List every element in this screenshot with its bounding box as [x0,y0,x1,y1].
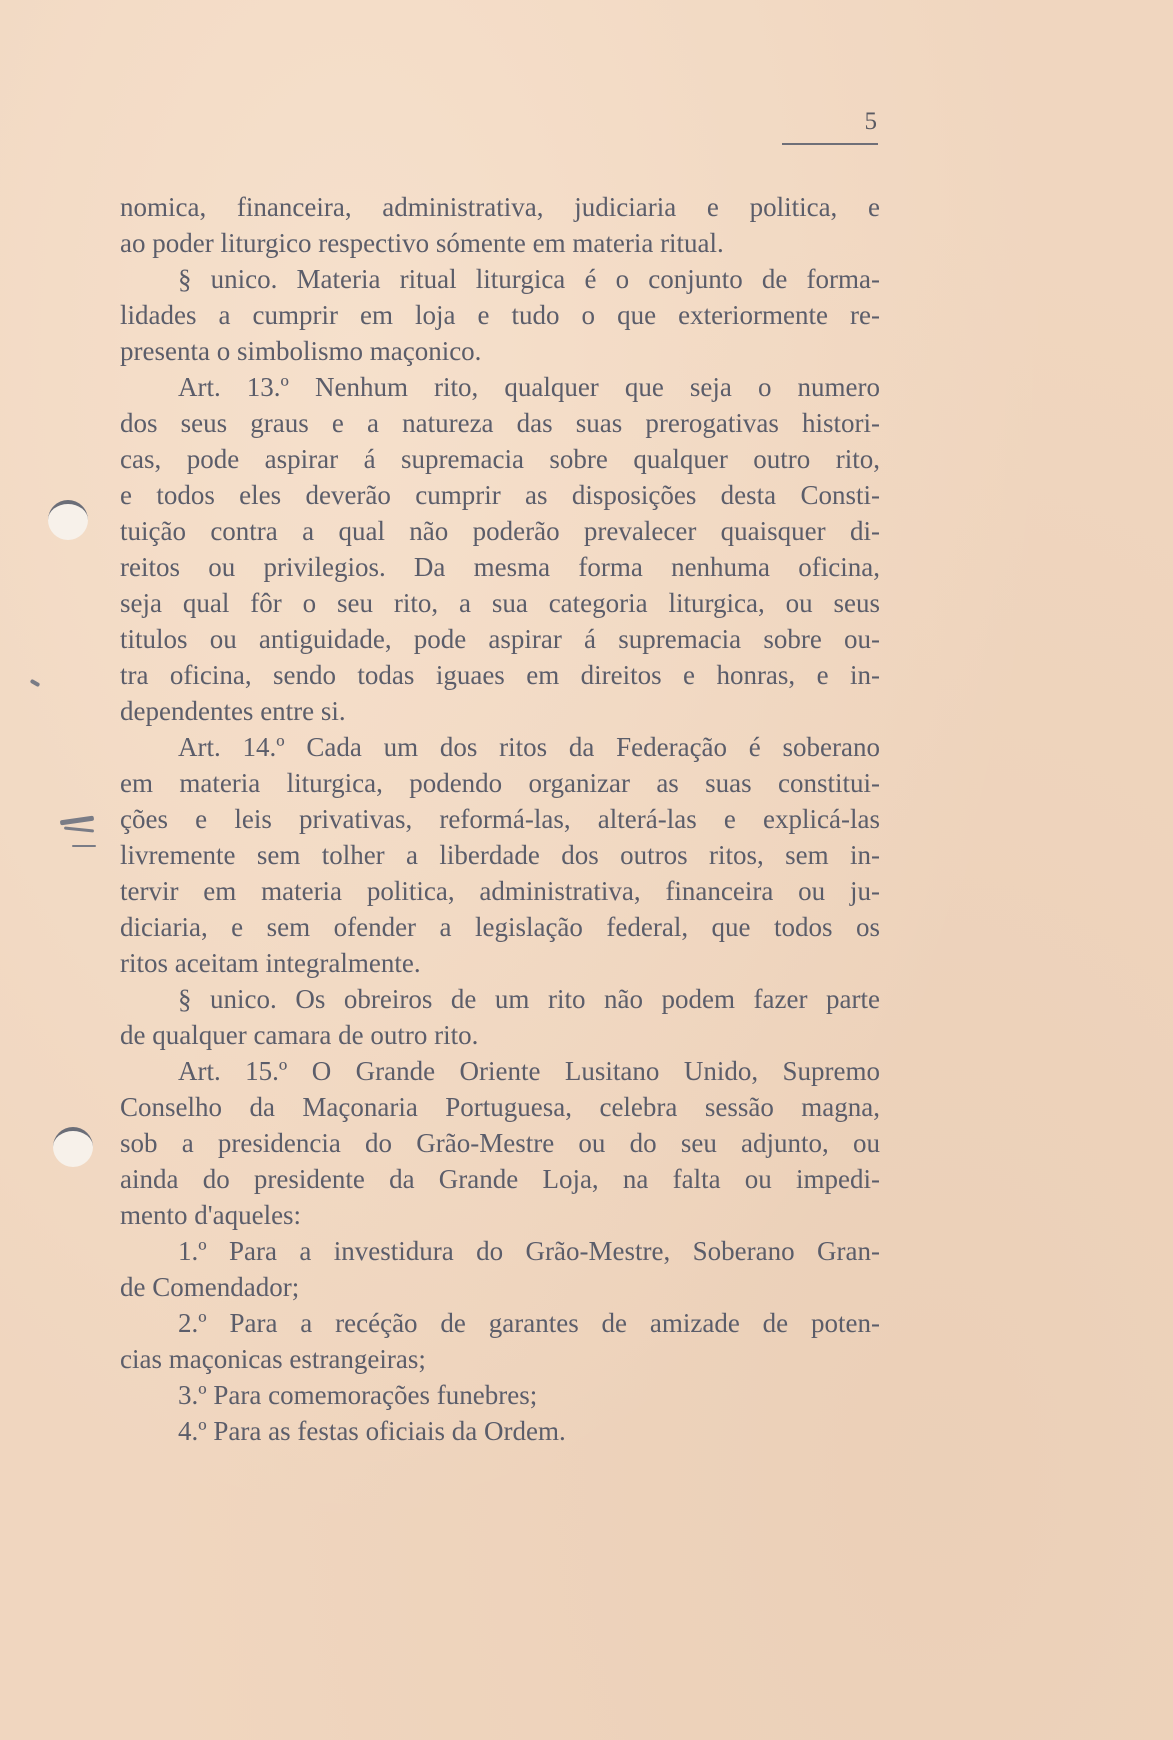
text-line: livremente sem tolher a liberdade dos outros ritos, sem in- [120,840,880,870]
binding-hole-top [48,500,88,540]
text-line: em materia liturgica, podendo organizar as suas constitui- [120,768,880,798]
text-line: dependentes entre si. [120,696,346,726]
text-line: dos seus graus e a natureza das suas prerogativas histori- [120,408,880,438]
text-line: Art. 13.º Nenhum rito, qualquer que seja o numero [178,372,880,402]
text-line: reitos ou privilegios. Da mesma forma nenhuma oficina, [120,552,880,582]
text-line: § unico. Os obreiros de um rito não podem fazer parte [178,984,880,1014]
text-line: 3.º Para comemorações funebres; [178,1380,538,1410]
text-line: presenta o simbolismo maçonico. [120,336,482,366]
text-line: 4.º Para as festas oficiais da Ordem. [178,1416,566,1446]
text-line: 1.º Para a investidura do Grão-Mestre, Soberano Gran- [178,1236,880,1266]
ink-smudge [60,816,94,826]
text-line: tra oficina, sendo todas iguaes em direitos e honras, e in- [120,660,880,690]
body-text [120,189,880,1449]
text-line: Art. 14.º Cada um dos ritos da Federação é soberano [178,732,880,762]
text-line: ainda do presidente da Grande Loja, na falta ou impedi- [120,1164,880,1194]
text-line: tuição contra a qual não poderão prevalecer quaisquer di- [120,516,880,546]
text-line: mento d'aqueles: [120,1200,302,1230]
text-line: nomica, financeira, administrativa, judiciaria e politica, e [120,192,880,222]
page-number: 5 [864,108,878,135]
binding-hole-bottom [53,1127,93,1167]
ink-smudge [72,845,96,847]
text-line: ao poder liturgico respectivo sómente em materia ritual. [120,228,724,258]
text-line: de Comendador; [120,1272,300,1302]
text-line: ritos aceitam integralmente. [120,948,421,978]
text-line: sob a presidencia do Grão-Mestre ou do seu adjunto, ou [120,1128,880,1158]
text-line: e todos eles deverão cumprir as disposições desta Consti- [120,480,880,510]
ink-mark [30,679,41,687]
text-line: de qualquer camara de outro rito. [120,1020,479,1050]
ink-smudge [64,826,94,832]
text-line: 2.º Para a recéção de garantes de amizade de poten- [178,1308,880,1338]
text-line: ções e leis privativas, reformá-las, alterá-las e explicá-las [120,804,880,834]
text-line: lidades a cumprir em loja e tudo o que exteriormente re- [120,300,880,330]
text-line: Art. 15.º O Grande Oriente Lusitano Unido, Supremo [178,1056,880,1086]
text-line: titulos ou antiguidade, pode aspirar á supremacia sobre ou- [120,624,880,654]
text-line: § unico. Materia ritual liturgica é o conjunto de forma- [178,264,880,294]
page-number-rule [782,143,878,145]
text-line: diciaria, e sem ofender a legislação federal, que todos os [120,912,880,942]
text-line: tervir em materia politica, administrativa, financeira ou ju- [120,876,880,906]
text-line: cas, pode aspirar á supremacia sobre qualquer outro rito, [120,444,880,474]
text-line: Conselho da Maçonaria Portuguesa, celebra sessão magna, [120,1092,880,1122]
text-line: cias maçonicas estrangeiras; [120,1344,426,1374]
text-line: seja qual fôr o seu rito, a sua categoria liturgica, ou seus [120,588,880,618]
